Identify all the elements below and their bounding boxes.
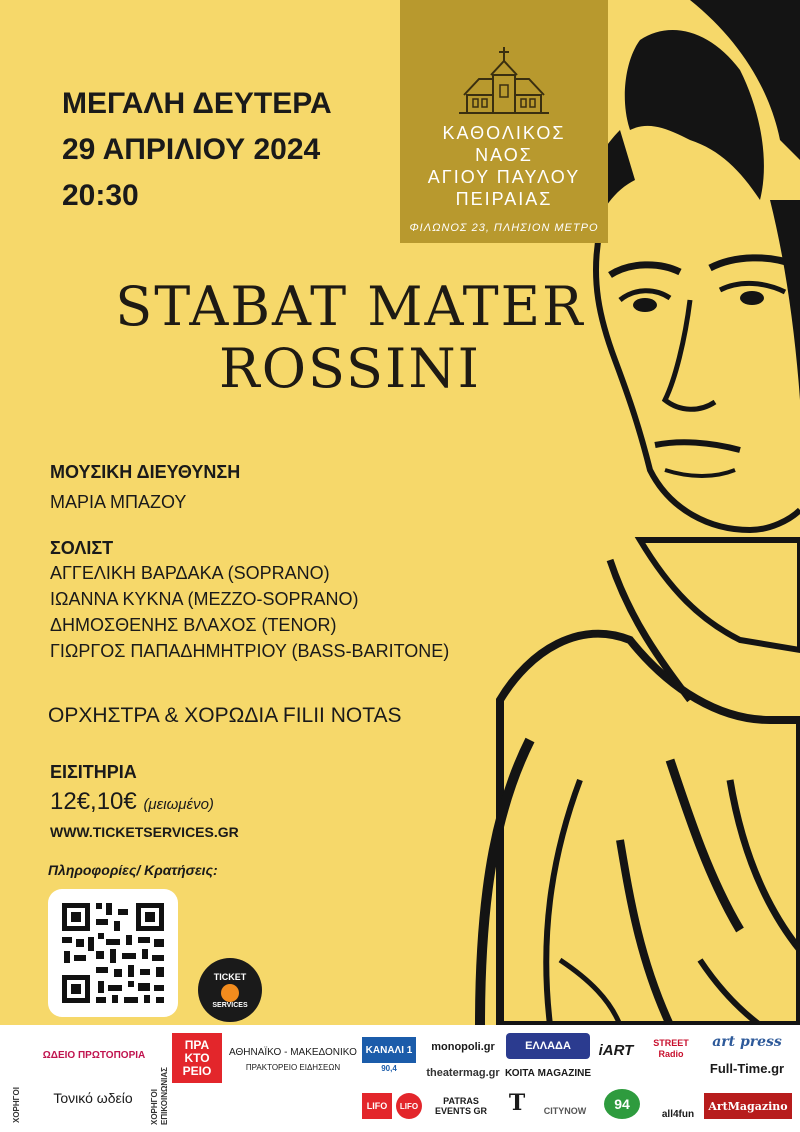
- price-value: 12€,10€: [50, 788, 137, 815]
- fulltime-logo: Full-Time.gr: [709, 1060, 785, 1076]
- street-radio-logo: STREET Radio: [653, 1038, 689, 1059]
- t-magazine-logo: T: [508, 1090, 526, 1116]
- orchestra-choir: ΟΡΧΗΣΤΡΑ & ΧΟΡΩΔΙΑ FILII NOTAS: [48, 704, 402, 727]
- praktoreio-name: ΑΘΗΝΑΪΚΟ - ΜΑΚΕΔΟΝΙΚΟ: [229, 1046, 357, 1058]
- praktoreio-logo: ΠΡΑ ΚΤΟ ΡΕΙΟ: [172, 1033, 222, 1083]
- qr-code-icon: [48, 889, 178, 1017]
- patras-events-logo: PATRAS EVENTS GR: [434, 1096, 487, 1116]
- praktoreio-subtitle: ΠΡΑΚΤΟΡΕΙΟ ΕΙΔΗΣΕΩΝ: [245, 1062, 341, 1072]
- direction-heading: ΜΟΥΣΙΚΗ ΔΙΕΥΘΥΝΣΗ: [50, 462, 241, 482]
- radio-94-logo: 94: [604, 1089, 640, 1119]
- price-reduced: (μειωμένο): [143, 796, 214, 813]
- koita-magazine-logo: ΚΟΙΤΑ MAGAZINE: [504, 1067, 591, 1079]
- sponsors-label: ΧΟΡΗΓΟΙ: [12, 1087, 21, 1123]
- director-name: ΜΑΡΙΑ ΜΠΑΖΟΥ: [50, 492, 187, 512]
- lifo-radio-logo: LIFO: [396, 1093, 422, 1119]
- toniko-odeio-logo: Τονικό ωδείο: [53, 1090, 133, 1106]
- theatermag-logo: theatermag.gr: [426, 1067, 500, 1079]
- ticket-logo-text: TICKET: [213, 971, 247, 982]
- ellada-radio-logo: ΕΛΛΑΔΑ: [506, 1033, 590, 1059]
- tickets-heading: ΕΙΣΙΤΗΡΙΑ: [50, 762, 137, 782]
- citynow-logo: CITYNOW: [543, 1106, 587, 1116]
- venue-address: ΦΙΛΩΝΟΣ 23, ΠΛΗΣΙΟΝ ΜΕΤΡΟ: [409, 222, 599, 234]
- event-day: ΜΕΓΑΛΗ ΔΕΥΤΕΡΑ: [62, 87, 332, 120]
- event-time: 20:30: [62, 179, 139, 212]
- soloist-item: ΙΩΑΝΝΑ ΚΥΚΝΑ (MEZZO-SOPRANO): [50, 589, 359, 609]
- soloists-heading: ΣΟΛΙΣΤ: [50, 538, 114, 558]
- venue-box: [400, 0, 608, 243]
- artpress-logo: art press: [712, 1034, 782, 1050]
- sponsors-footer: [0, 1025, 800, 1132]
- soloist-item: ΓΙΩΡΓΟΣ ΠΑΠΑΔΗΜΗΤΡΙΟΥ (BASS-BARITONE): [50, 641, 450, 661]
- services-logo-text: SERVICES: [212, 1001, 248, 1009]
- ticket-services-logo: [198, 958, 262, 1022]
- title-line2: ROSSINI: [219, 337, 481, 400]
- media-sponsors-label: ΧΟΡΗΓΟΙ ΕΠΙΚΟΙΝΩΝΙΑΣ: [150, 1067, 169, 1125]
- church-icon: [459, 45, 549, 115]
- venue-line3: ΑΓΙΟΥ ΠΑΥΛΟΥ: [427, 167, 581, 187]
- info-icon: [221, 984, 239, 1002]
- kanali1-frequency: 90,4: [381, 1063, 397, 1073]
- event-date: 29 ΑΠΡΙΛΙΟΥ 2024: [62, 133, 321, 166]
- title-line1: STABAT MATER: [115, 275, 585, 338]
- iart-logo: iART: [598, 1041, 634, 1059]
- all4fun-logo: all4fun: [661, 1108, 695, 1120]
- lifo-logo: LIFO: [362, 1093, 392, 1119]
- ticket-website[interactable]: WWW.TICKETSERVICES.GR: [50, 824, 239, 840]
- kanali1-logo: ΚΑΝΑΛΙ 1: [362, 1037, 416, 1063]
- monopoli-logo: monopoli.gr: [431, 1041, 495, 1053]
- ticket-price: [50, 788, 214, 816]
- info-label: Πληροφορίες/ Κρατήσεις:: [48, 862, 218, 878]
- venue-line4: ΠΕΙΡΑΙΑΣ: [455, 189, 553, 209]
- odeio-protoporia-logo: ΩΔΕΙΟ ΠΡΩΤΟΠΟΡΙΑ: [42, 1049, 146, 1061]
- venue-line1: ΚΑΘΟΛΙΚΟΣ: [442, 123, 566, 143]
- artmagazino-logo: ArtMagazino: [704, 1093, 792, 1119]
- qr-code[interactable]: [48, 889, 178, 1017]
- soloist-item: ΔΗΜΟΣΘΕΝΗΣ ΒΛΑΧΟΣ (TENOR): [50, 615, 337, 635]
- venue-line2: ΝΑΟΣ: [475, 145, 533, 165]
- soloist-item: ΑΓΓΕΛΙΚΗ ΒΑΡΔΑΚΑ (SOPRANO): [50, 563, 330, 583]
